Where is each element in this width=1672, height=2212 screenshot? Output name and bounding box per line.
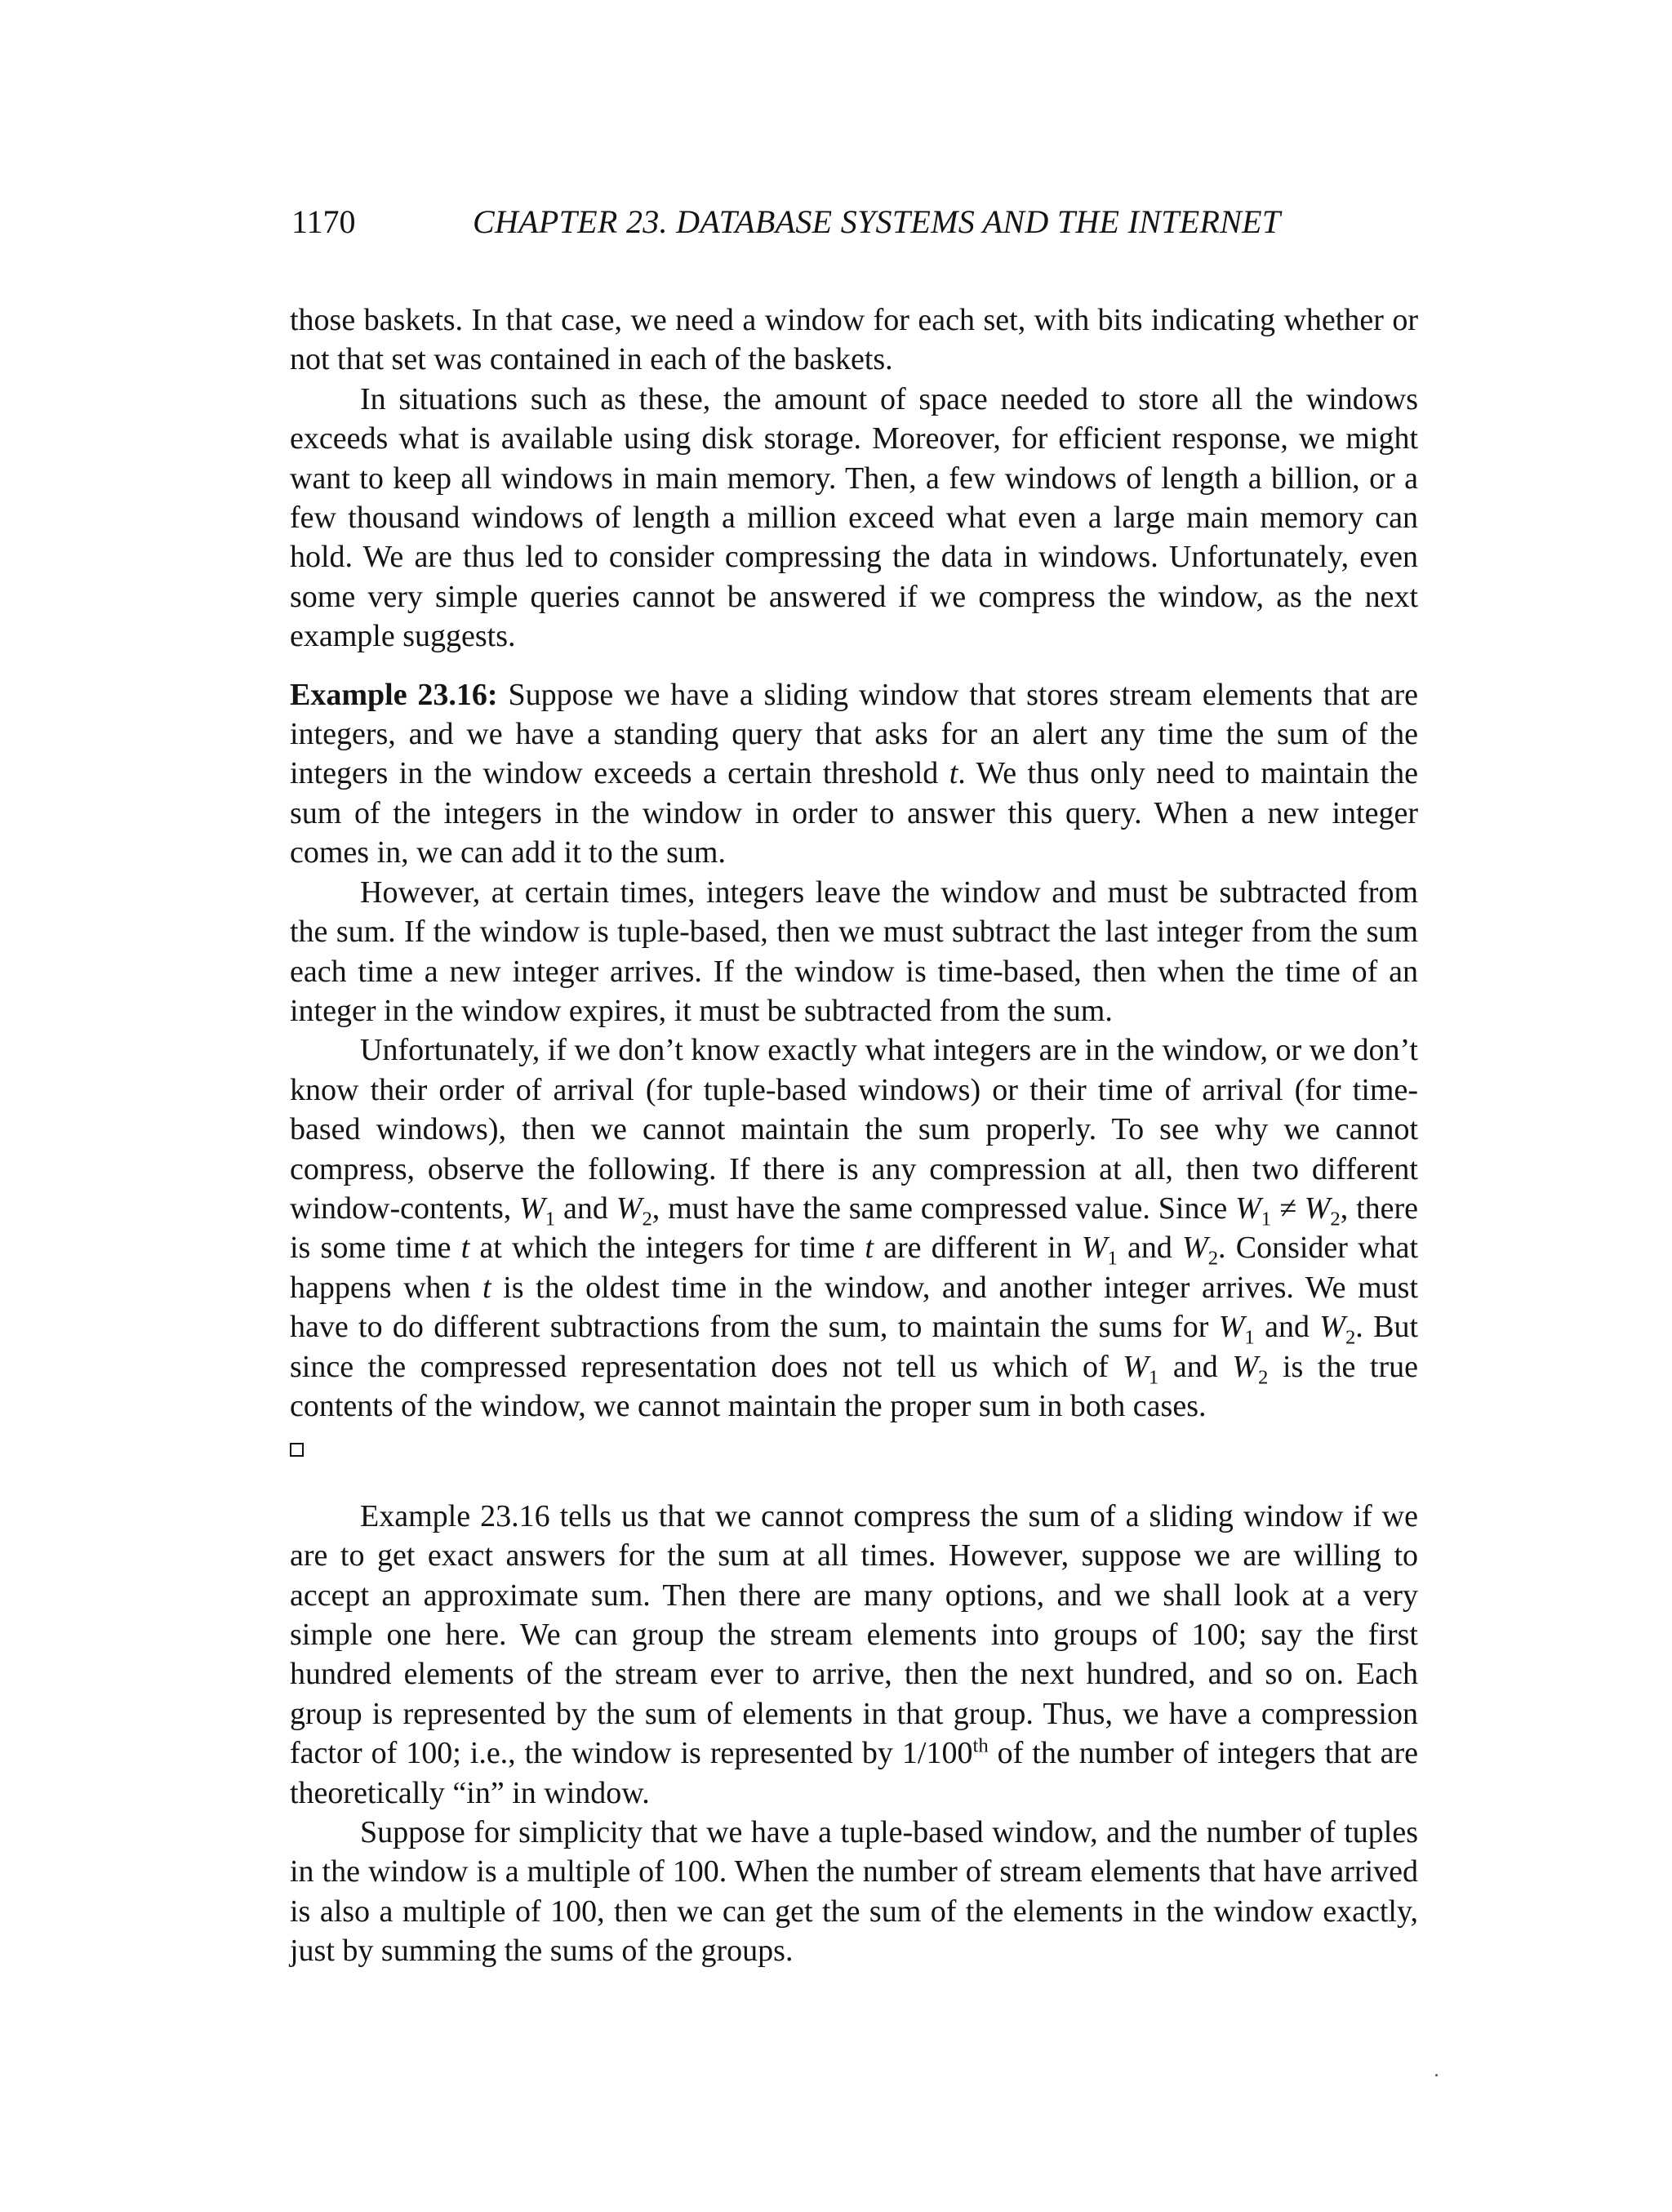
math-variable: $W_1$ <box>1218 1310 1255 1349</box>
math-expression: $W_1 \ne W_2$ <box>1235 1191 1341 1231</box>
math-variable: $W_1$ <box>519 1191 556 1231</box>
page-number: 1170 <box>291 203 356 240</box>
example-paragraph: Example 23.16: Suppose we have a sliding window that stores stream elements that are integers, and we have a standing query that asks for an alert any time the sum of the integers in the window exceeds a certain threshold t. We thus only need to maintain the sum of the integers in the window in order to answer this query. When a new integer comes in, we can add it to the sum. <box>290 677 1419 870</box>
paragraph: In situations such as these, the amount of space needed to store all the windows exceeds what is available using disk storage. Moreover, for efficient response, we might want to keep all windows in main memory. Then, a few windows of length a billion, or a few thousand windows of length a million exceed what even a large main memory can hold. We are thus led to consider compressing the data in windows. Unfortunately, even some very simple queries cannot be answered if we compress the window, as the next example suggests. <box>290 381 1418 654</box>
paragraph: Example 23.16 tells us that we cannot compress the sum of a sliding window if we are to get exact answers for the sum at all times. However, suppose we are willing to accept an approximate sum. Then there are many options, and we shall look at a very simple one here. We can group the stream elements into groups of 100; say the first hundred elements of the stream ever to arrive, then the next hundred, and so on. Each group is represented by the sum of elements in that group. Thus, we have a compression factor of 100; i.e., the window is represented by 1/100th of the number of integers that are theoretically “in” in window. <box>290 1498 1419 1810</box>
math-variable: $W_2$ <box>1232 1349 1269 1389</box>
math-variable: t <box>460 1231 470 1266</box>
running-head: CHAPTER 23. DATABASE SYSTEMS AND THE INTERNET <box>473 203 1281 240</box>
math-variable: t <box>482 1270 491 1305</box>
math-variable: $W_2$ <box>616 1191 652 1231</box>
scan-artifact-dot <box>1435 2074 1438 2076</box>
math-variable: $W_2$ <box>1319 1310 1356 1349</box>
math-variable: t <box>865 1231 874 1266</box>
math-variable: $W_1$ <box>1123 1349 1159 1389</box>
paragraph: those baskets. In that case, we need a window for each set, with bits indicating whether or not that set was contained in each of the baskets. <box>290 303 1418 377</box>
math-variable: t <box>949 756 958 791</box>
paragraph: Unfortunately, if we don’t know exactly what integers are in the window, or we don’t know their order of arrival (for tuple-based windows) or their time of arrival (for time-based windows), then we cannot maintain the sum properly. To see why we cannot compress, observe the following. If there is any compression at all, then two different window-contents, $W_1$ and $W_2$, must have the same compressed value. Since $W_1 \ne W_2$, there is some time t at which the integers for time t are different in $W_1$ and $W_2$. Consider what happens when t is the oldest time in the window, and another integer arrives. We must have to do different subtractions from the sum, to maintain the sums for $W_1$ and $W_2$. But since the compressed representation does not tell us which of $W_1$ and $W_2$ is the true contents of the window, we cannot maintain the proper sum in both cases. <box>290 1030 1418 1465</box>
math-variable: $W_2$ <box>1182 1231 1219 1270</box>
end-of-example-icon <box>290 1443 304 1457</box>
paragraph: However, at certain times, integers leave the window and must be subtracted from the sum. If the window is tuple-based, then we must subtract the last integer from the sum each time a new integer arrives. If the window is time-based, then when the time of an integer in the window expires, it must be subtracted from the sum. <box>290 875 1418 1028</box>
example-label: Example 23.16: <box>290 677 498 712</box>
math-variable: $W_1$ <box>1081 1231 1118 1270</box>
page-header <box>291 203 1420 251</box>
page-body <box>290 300 1418 1971</box>
paragraph: Suppose for simplicity that we have a tuple-based window, and the number of tuples in the window is a multiple of 100. When the number of stream elements that have arrived is also a multiple of 100, then we can get the sum of the elements in the window exactly, just by summing the sums of the groups. <box>290 1815 1418 1969</box>
